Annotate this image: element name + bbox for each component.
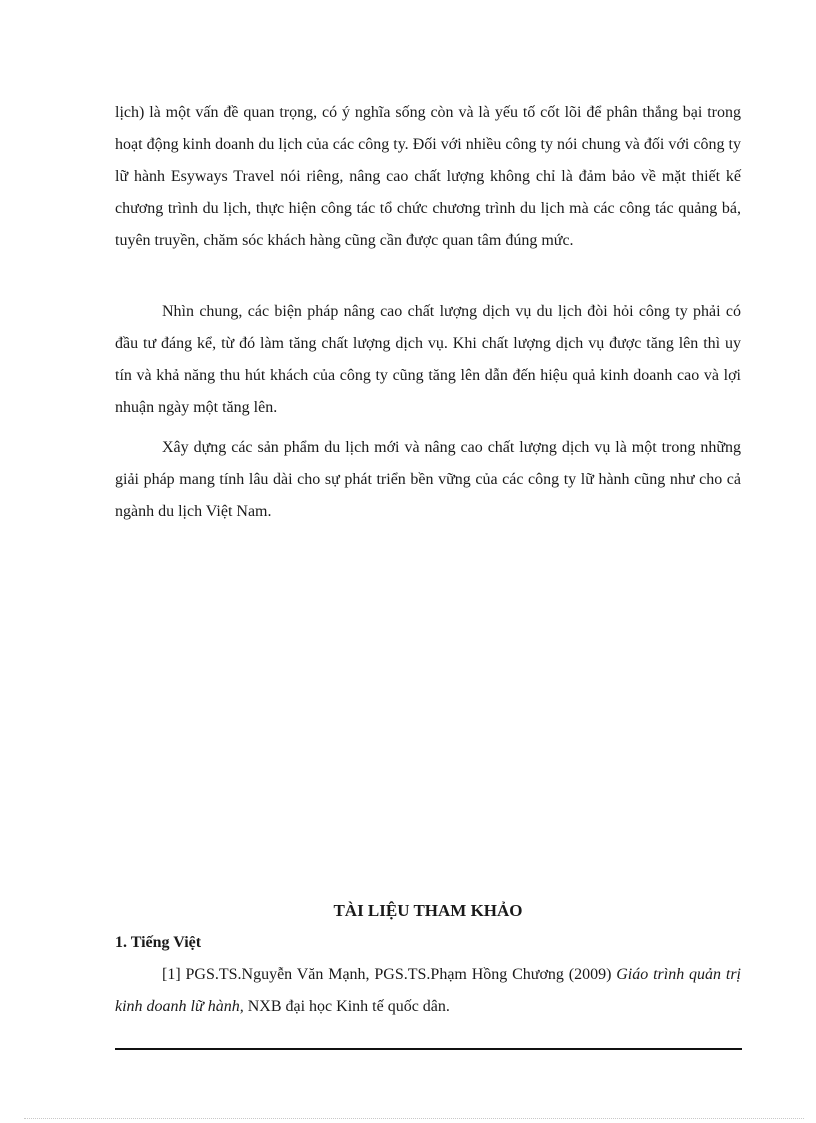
paragraph-text: Xây dựng các sản phẩm du lịch mới và nâng cao chất lượng dịch vụ là một trong những giải pháp mang tính lâu dài cho sự phát triển bền vững của các công ty lữ hành cũng như cho cả ngành du lịch Việt Nam. (115, 439, 741, 520)
page-bottom-border (24, 1118, 804, 1119)
reference-item (115, 959, 741, 1023)
references-heading: TÀI LIỆU THAM KHẢO (333, 901, 523, 920)
paragraph-text: Nhìn chung, các biện pháp nâng cao chất lượng dịch vụ du lịch đòi hỏi công ty phải có đầu tư đáng kể, từ đó làm tăng chất lượng dịch vụ. Khi chất lượng dịch vụ được tăng lên thì uy tín và khả năng thu hút khách của công ty cũng tăng lên dẫn đến hiệu quả kinh doanh cao và lợi nhuận ngày một tăng lên. (115, 303, 741, 416)
reference-publisher: NXB đại học Kinh tế quốc dân. (243, 998, 450, 1015)
footer-rule (115, 1048, 742, 1050)
body-paragraph-3 (115, 432, 741, 528)
reference-authors: [1] PGS.TS.Nguyễn Văn Mạnh, PGS.TS.Phạm Hồng Chương (2009) (162, 966, 617, 983)
reference-text (115, 959, 741, 1023)
paragraph-text: lịch) là một vấn đề quan trọng, có ý nghĩa sống còn và là yếu tố cốt lõi để phân thắng bại trong hoạt động kinh doanh du lịch của các công ty. Đối với nhiều công ty nói chung và đối với công ty lữ hành Esyways Travel nói riêng, nâng cao chất lượng không chỉ là đảm bảo về mặt thiết kế chương trình du lịch, thực hiện công tác tổ chức chương trình du lịch mà các công tác quảng bá, tuyên truyền, chăm sóc khách hàng cũng cần được quan tâm đúng mức. (115, 104, 741, 249)
references-section-label: 1. Tiếng Việt (115, 934, 202, 951)
body-paragraph-1 (115, 97, 741, 257)
body-paragraph-2 (115, 296, 741, 424)
reference-title: Giáo trình quản trị kinh doanh lữ hành, (115, 966, 742, 1015)
